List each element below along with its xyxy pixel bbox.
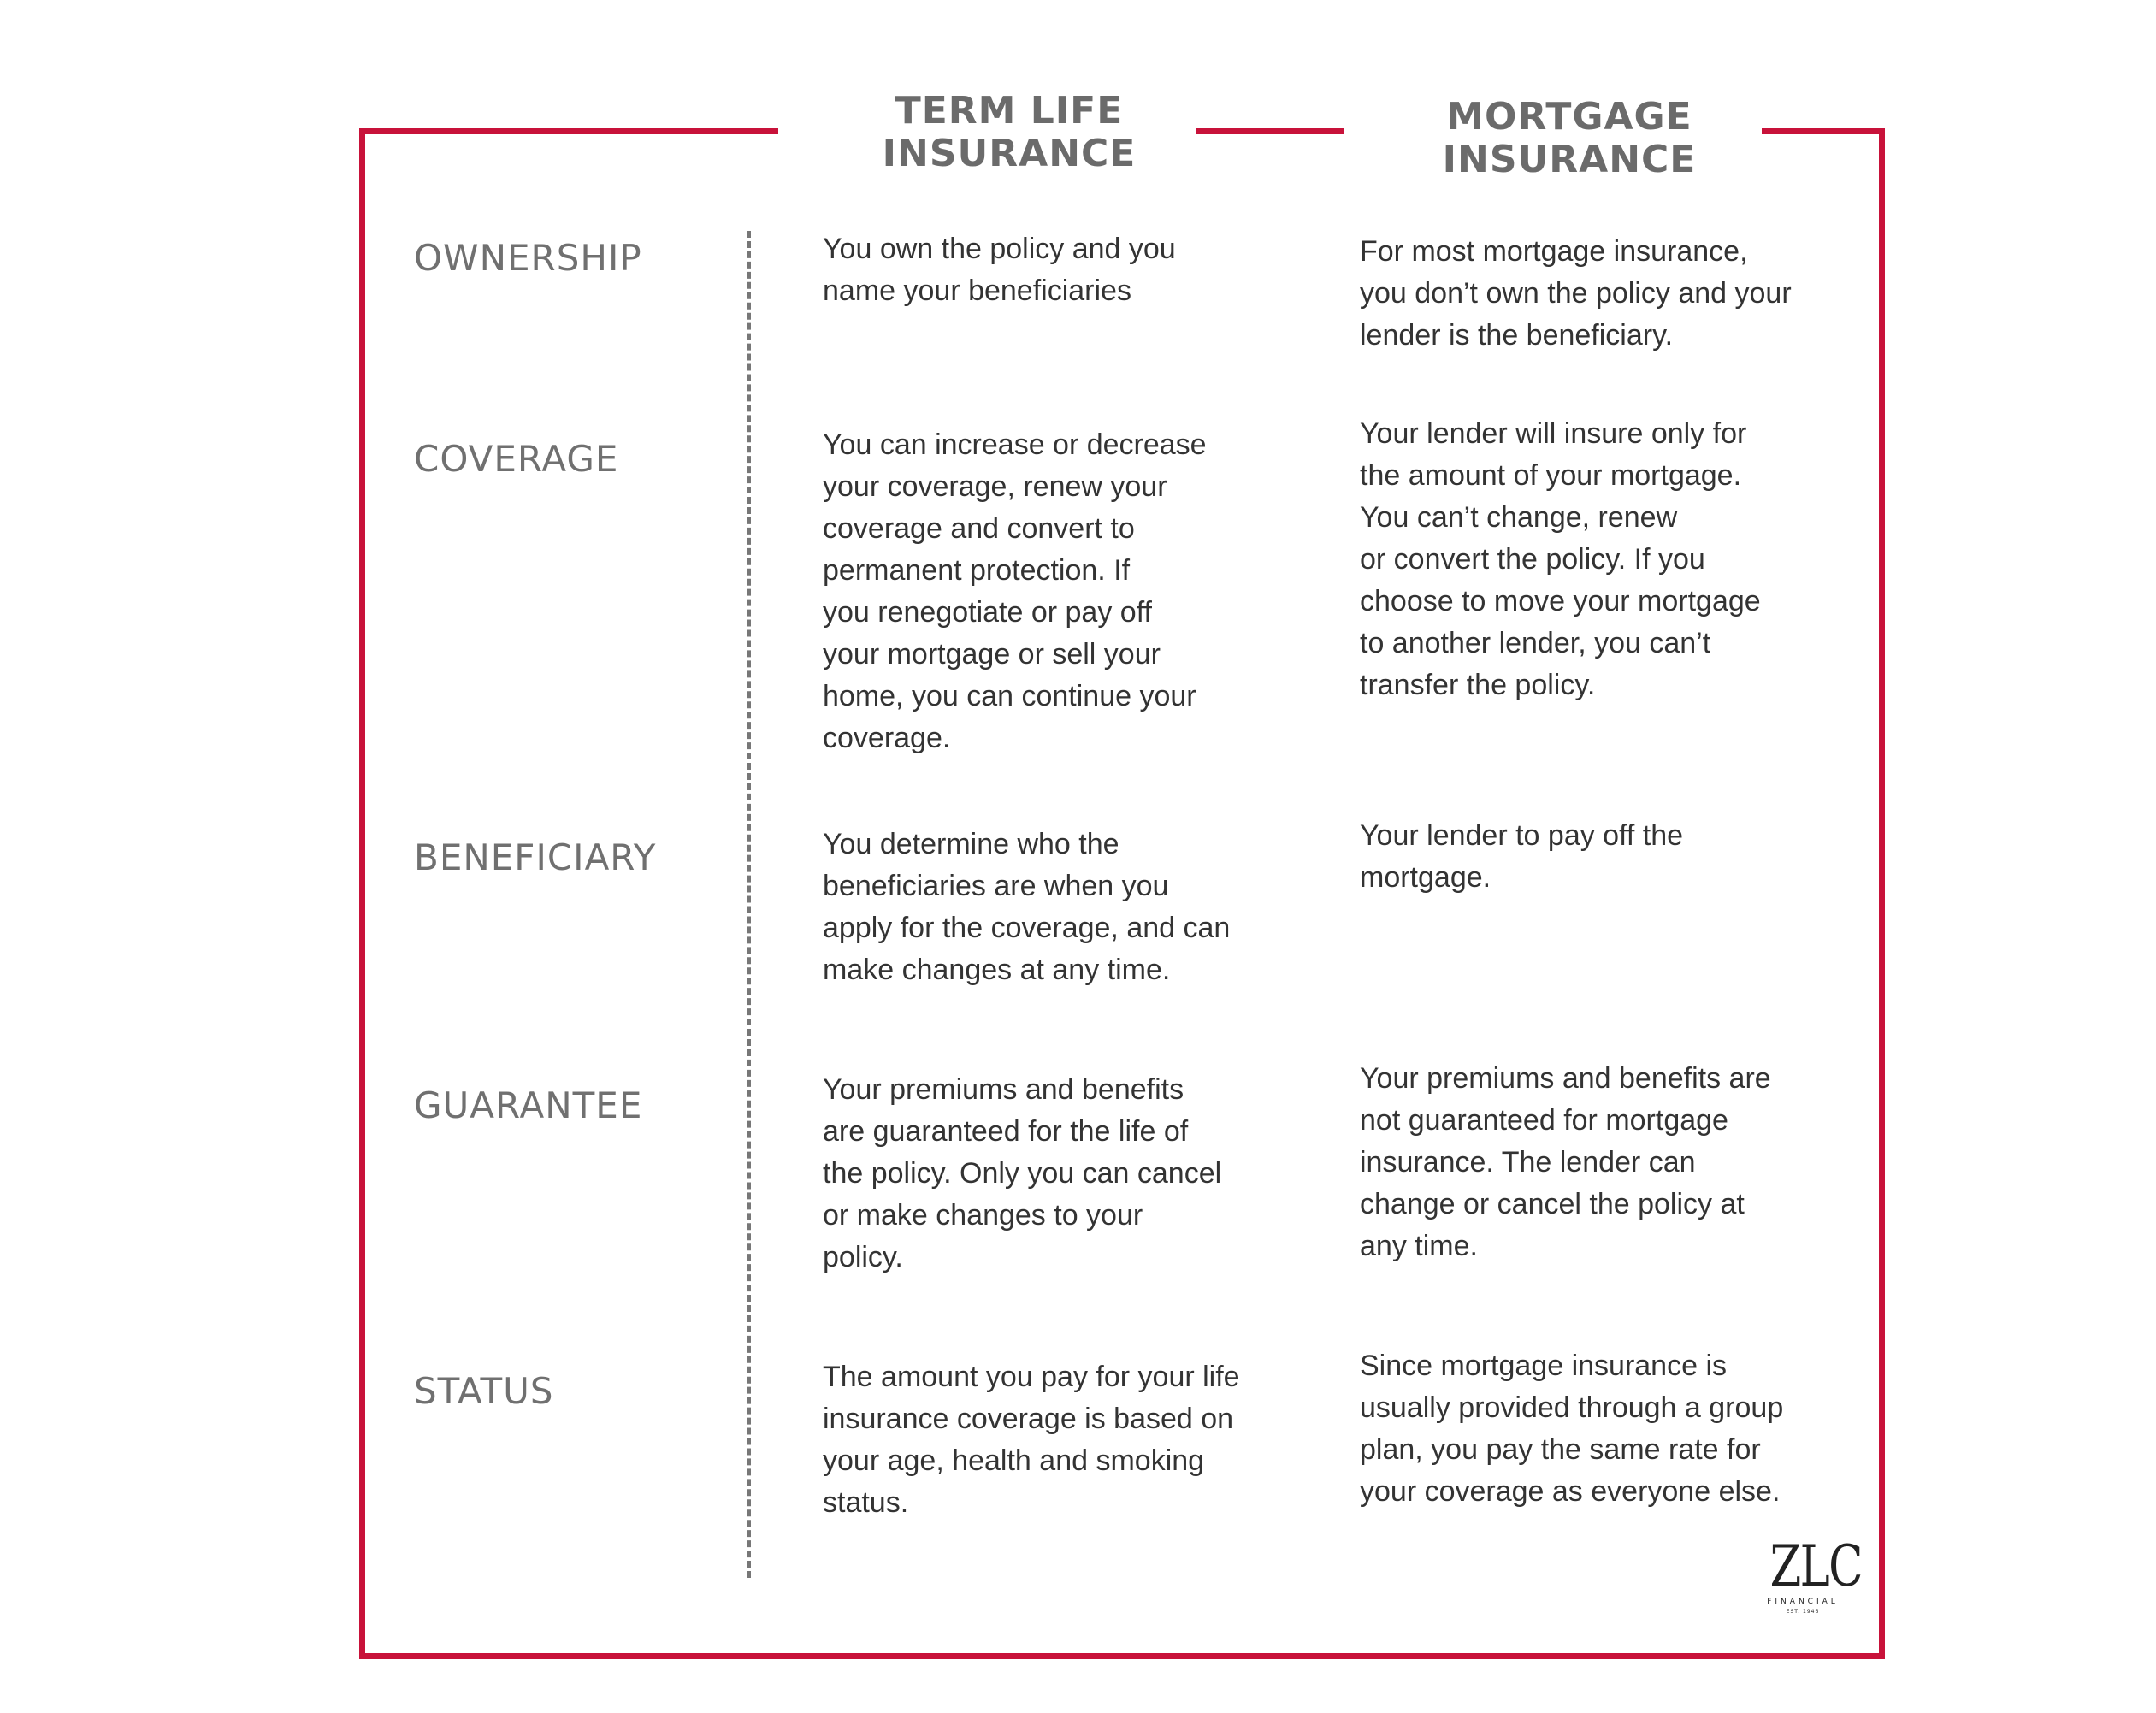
header-term-life-insurance: TERM LIFE INSURANCE: [882, 89, 1137, 175]
term-beneficiary-text: You determine who the beneficiaries are when you apply for the coverage, and can make changes at any time.: [823, 828, 1231, 986]
logo-mark: ZLC: [1769, 1533, 1862, 1599]
row-label-status: STATUS: [414, 1370, 554, 1412]
term-guarantee-text: Your premiums and benefits are guaranteed for the life of the policy. Only you can cancel or make changes to your policy.: [823, 1073, 1222, 1273]
term-status-text: The amount you pay for your life insurance coverage is based on your age, health and smoking status.: [823, 1361, 1240, 1519]
logo-subtitle: FINANCIAL: [1767, 1598, 1839, 1606]
mortgage-ownership-text: For most mortgage insurance, you don’t own the policy and your lender is the beneficiary.: [1360, 235, 1792, 351]
term-coverage-text: You can increase or decrease your coverage, renew your coverage and convert to permanent protection. If you renegotiate or pay off your mortgage or sell your home, you can continue your coverage.: [823, 428, 1207, 754]
frame-right-side: [1879, 128, 1885, 1659]
row-label-coverage: COVERAGE: [414, 438, 619, 480]
header-mortgage-insurance: MORTGAGE INSURANCE: [1442, 95, 1697, 181]
frame-top-left-segment: [359, 128, 778, 134]
frame-top-right-segment: [1762, 128, 1885, 134]
mortgage-status-text: Since mortgage insurance is usually provided through a group plan, you pay the same rate for your coverage as everyone else.: [1360, 1350, 1784, 1508]
frame-left-side: [359, 128, 365, 1659]
logo-established: EST. 1946: [1786, 1609, 1820, 1615]
row-label-ownership: OWNERSHIP: [414, 237, 642, 279]
row-label-beneficiary: BENEFICIARY: [414, 836, 657, 878]
mortgage-coverage-text: Your lender will insure only for the amount of your mortgage. You can’t change, renew or convert the policy. If you choose to move your mortgage to another lender, you can’t transfer the policy.: [1360, 417, 1761, 701]
mortgage-beneficiary-text: Your lender to pay off the mortgage.: [1360, 819, 1684, 894]
zlc-financial-logo: [1762, 1533, 1862, 1625]
frame-bottom: [359, 1653, 1885, 1659]
column-divider: [747, 231, 751, 1578]
term-ownership-text: You own the policy and you name your beneficiaries: [823, 233, 1176, 307]
row-label-guarantee: GUARANTEE: [414, 1084, 643, 1126]
mortgage-guarantee-text: Your premiums and benefits are not guaranteed for mortgage insurance. The lender can change or cancel the policy at any time.: [1360, 1062, 1771, 1262]
frame-top-middle-segment: [1196, 128, 1344, 134]
